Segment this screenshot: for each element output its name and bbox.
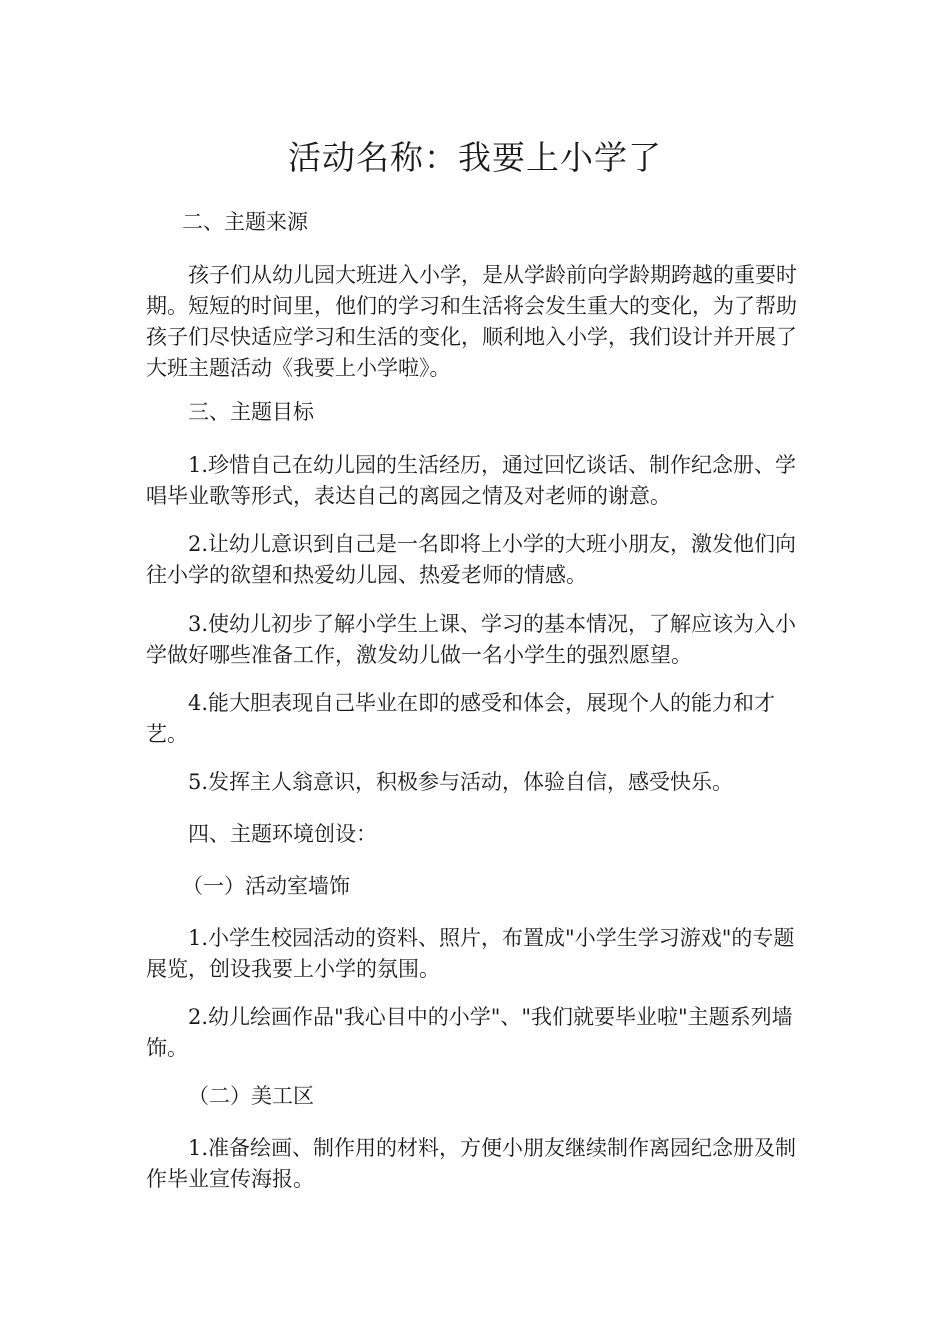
art-item-1: 1.准备绘画、制作用的材料，方便小朋友继续制作离园纪念册及制作毕业宣传海报。 [146, 1136, 797, 1191]
goal-item-4: 4.能大胆表现自己毕业在即的感受和体会，展现个人的能力和才艺。 [146, 691, 776, 746]
wall-item-1: 1.小学生校园活动的资料、照片，布置成"小学生学习游戏"的专题展览，创设我要上小学的氛围。 [146, 926, 795, 981]
paragraph-source-body: 孩子们从幼儿园大班进入小学，是从学龄前向学龄期跨越的重要时期。短短的时间里，他们的学习和生活将会发生重大的变化，为了帮助孩子们尽快适应学习和生活的变化，顺利地入小学，我们设计并开展了大班主题活动《我要上小学啦》。 [146, 263, 797, 380]
goal-item-1: 1.珍惜自己在幼儿园的生活经历，通过回忆谈话、制作纪念册、学唱毕业歌等形式，表达自己的离园之情及对老师的谢意。 [146, 453, 797, 508]
section-heading-goals: 三、主题目标 [188, 400, 314, 424]
goal-item-3: 3.使幼儿初步了解小学生上课、学习的基本情况，了解应该为入小学做好哪些准备工作，激发幼儿做一名小学生的强烈愿望。 [146, 612, 797, 667]
wall-item-2: 2.幼儿绘画作品"我心目中的小学"、"我们就要毕业啦"主题系列墙饰。 [146, 1005, 793, 1060]
document-title: 活动名称：我要上小学了 [288, 138, 662, 177]
subsection-heading-art-area: （二）美工区 [188, 1084, 314, 1108]
goal-item-2: 2.让幼儿意识到自己是一名即将上小学的大班小朋友，激发他们向往小学的欲望和热爱幼儿园、热爱老师的情感。 [146, 532, 797, 587]
subsection-heading-wall-decoration: （一）活动室墙饰 [182, 874, 350, 898]
goal-item-5: 5.发挥主人翁意识，积极参与活动，体验自信，感受快乐。 [188, 770, 734, 794]
section-heading-source: 二、主题来源 [182, 210, 308, 234]
section-heading-environment: 四、主题环境创设： [188, 822, 377, 846]
